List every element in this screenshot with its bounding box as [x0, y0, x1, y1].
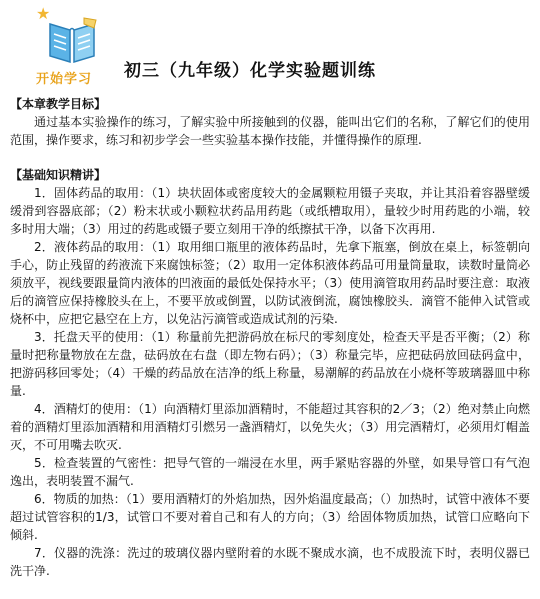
- list-item: 7．仪器的洗涤：洗过的玻璃仪器内壁附着的水既不聚成水滴，也不成股流下时，表明仪器已洗干净.: [10, 546, 530, 578]
- open-book-icon: [46, 16, 98, 66]
- list-item: 4．酒精灯的使用：（1）向酒精灯里添加酒精时，不能超过其容积的2／3；（2）绝对禁止向燃着的酒精灯里添加酒精和用酒精灯引燃另一盏酒精灯，以免失火；（3）用完酒精灯，必须用灯帽盖灭，不可用嘴去吹灭.: [10, 402, 530, 452]
- spacer: [10, 149, 530, 166]
- section-heading-basics: 【基础知识精讲】: [10, 168, 107, 182]
- logo: [22, 6, 112, 88]
- document-body: [10, 95, 530, 580]
- logo-text: 开始学习: [36, 72, 93, 87]
- page-header: [0, 0, 540, 92]
- list-item: 5．检查装置的气密性：把导气管的一端浸在水里，两手紧贴容器的外壁，如果导管口有气泡逸出，表明装置不漏气.: [10, 456, 530, 488]
- page-title: 初三（九年级）化学实验题训练: [124, 61, 376, 81]
- objectives-text: 通过基本实验操作的练习，了解实验中所接触到的仪器，能叫出它们的名称，了解它们的使用范围，操作要求，练习和初步学会一些实验基本操作技能，并懂得操作的原理.: [10, 115, 530, 147]
- list-item: 6．物质的加热：（1）要用酒精灯的外焰加热，因外焰温度最高；（）加热时，试管中液体不要超过试管容积的1/3，试管口不要对着自己和有人的方向；（3）给固体物质加热，试管口应略向下倾斜.: [10, 492, 530, 542]
- list-item: 2．液体药品的取用：（1）取用细口瓶里的液体药品时，先拿下瓶塞，倒放在桌上，标签朝向手心，防止残留的药液流下来腐蚀标签；（2）取用一定体积液体药品可用量筒量取，读数时量筒必须放平，视线要跟量筒内液体的凹液面的最低处保持水平；（3）使用滴管取用药品时要注意：取液后的滴管应保持橡胶头在上，不要平放或倒置，以防试液倒流，腐蚀橡胶头．滴管不能伸入试管或烧杯中，应把它悬空在上方，以免沾污滴管或造成试剂的污染.: [10, 240, 530, 326]
- list-item: 1．固体药品的取用：（1）块状固体或密度较大的金属颗粒用镊子夹取，并让其沿着容器壁缓缓滑到容器底部；（2）粉末状或小颗粒状药品用药匙（或纸槽取用），量较少时用药匙的小端，较多时用大端；（3）用过的药匙或镊子要立刻用干净的纸擦拭干净，以备下次再用.: [10, 186, 530, 236]
- star-icon: ★: [36, 4, 51, 23]
- list-item: 3．托盘天平的使用：（1）称量前先把游码放在标尺的零刻度处，检查天平是否平衡；（2）称量时把称量物放在左盘，砝码放在右盘（即左物右码）；（3）称量完毕，应把砝码放回砝码盒中，把游码移回零处；（4）干燥的药品放在洁净的纸上称量，易潮解的药品放在小烧杯等玻璃器皿中称量.: [10, 330, 530, 398]
- section-heading-objectives: 【本章教学目标】: [10, 97, 107, 111]
